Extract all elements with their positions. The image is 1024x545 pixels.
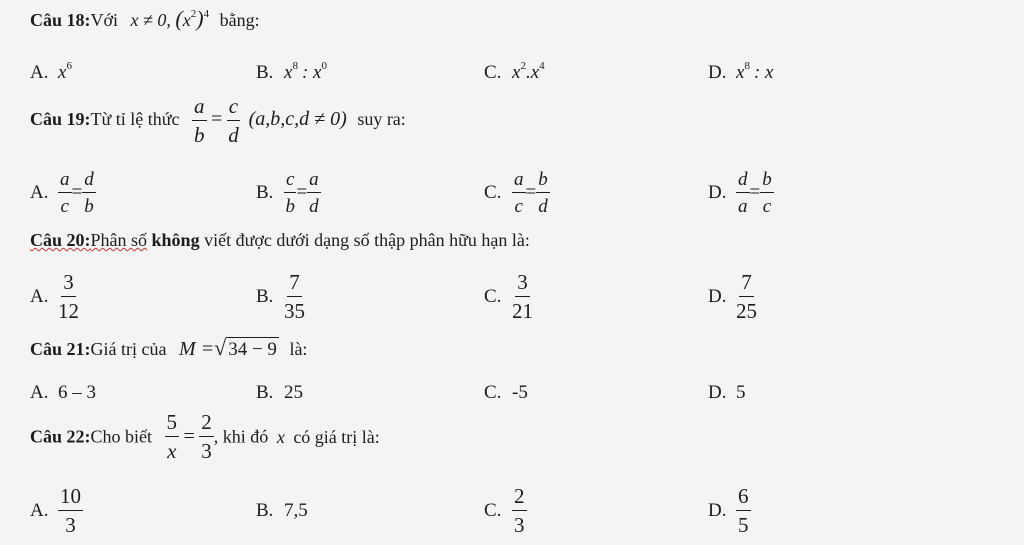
q22-option-c[interactable]: C. $\frac{2}{3}$ [484,484,525,537]
q21-option-b[interactable]: B. 25 [256,382,303,403]
question-label: Câu 19: [30,109,91,130]
q19-option-a[interactable]: A. $\frac{a}{c}$ = $\frac{d}{b}$ [30,169,94,217]
question-19: Câu 19:Từ tỉ lệ thức $\frac{a}{b}$ = $\frac{c}{d}$ (a,b,c,d ≠ 0) suy ra: [30,94,406,147]
question-label: Câu 21: [30,339,91,359]
question-label: Câu 22: [30,426,91,447]
question-label: Câu 20: [30,230,91,250]
q20-option-b[interactable]: B. $\frac{7}{35}$ [256,270,305,323]
q20-option-d[interactable]: D. $\frac{7}{25}$ [708,270,757,323]
q21-option-a[interactable]: A. 6 – 3 [30,382,96,403]
q22-option-d[interactable]: D. $\frac{6}{5}$ [708,484,749,537]
q19-option-d[interactable]: D. $\frac{d}{a}$ = $\frac{b}{c}$ [708,169,772,217]
q19-option-b[interactable]: B. $\frac{c}{b}$ = $\frac{a}{d}$ [256,169,319,217]
q21-option-c[interactable]: C. -5 [484,382,528,403]
q22-option-a[interactable]: A. $\frac{10}{3}$ [30,484,81,537]
question-label: Câu 18: [30,10,91,30]
q20-option-a[interactable]: A. $\frac{3}{12}$ [30,270,79,323]
question-18: Câu 18:Với x ≠ 0, $(x^2)^4$ bằng: [30,6,260,31]
q18-option-b[interactable]: B. $x^8$ : $x^0$ [256,60,327,83]
question-21: Câu 21:Giá trị của M =√ 34 − 9 là: [30,335,308,360]
q22-option-b[interactable]: B. 7,5 [256,500,308,521]
q18-option-d[interactable]: D. $x^8$ : x [708,60,774,83]
q18-option-c[interactable]: C. $x^2.x^4$ [484,60,545,83]
q19-option-c[interactable]: C. $\frac{a}{c}$ = $\frac{b}{d}$ [484,169,548,217]
q20-option-c[interactable]: C. $\frac{3}{21}$ [484,270,533,323]
q18-option-a[interactable]: A. $x^6$ [30,60,72,83]
question-22: Câu 22:Cho biết $\frac{5}{x}$ = $\frac{2}{3}$ , khi đó x có giá trị là: [30,410,380,463]
question-20: Câu 20:Phân số không viết được dưới dạng số thập phân hữu hạn là: [30,230,530,250]
q21-option-d[interactable]: D. 5 [708,382,746,403]
